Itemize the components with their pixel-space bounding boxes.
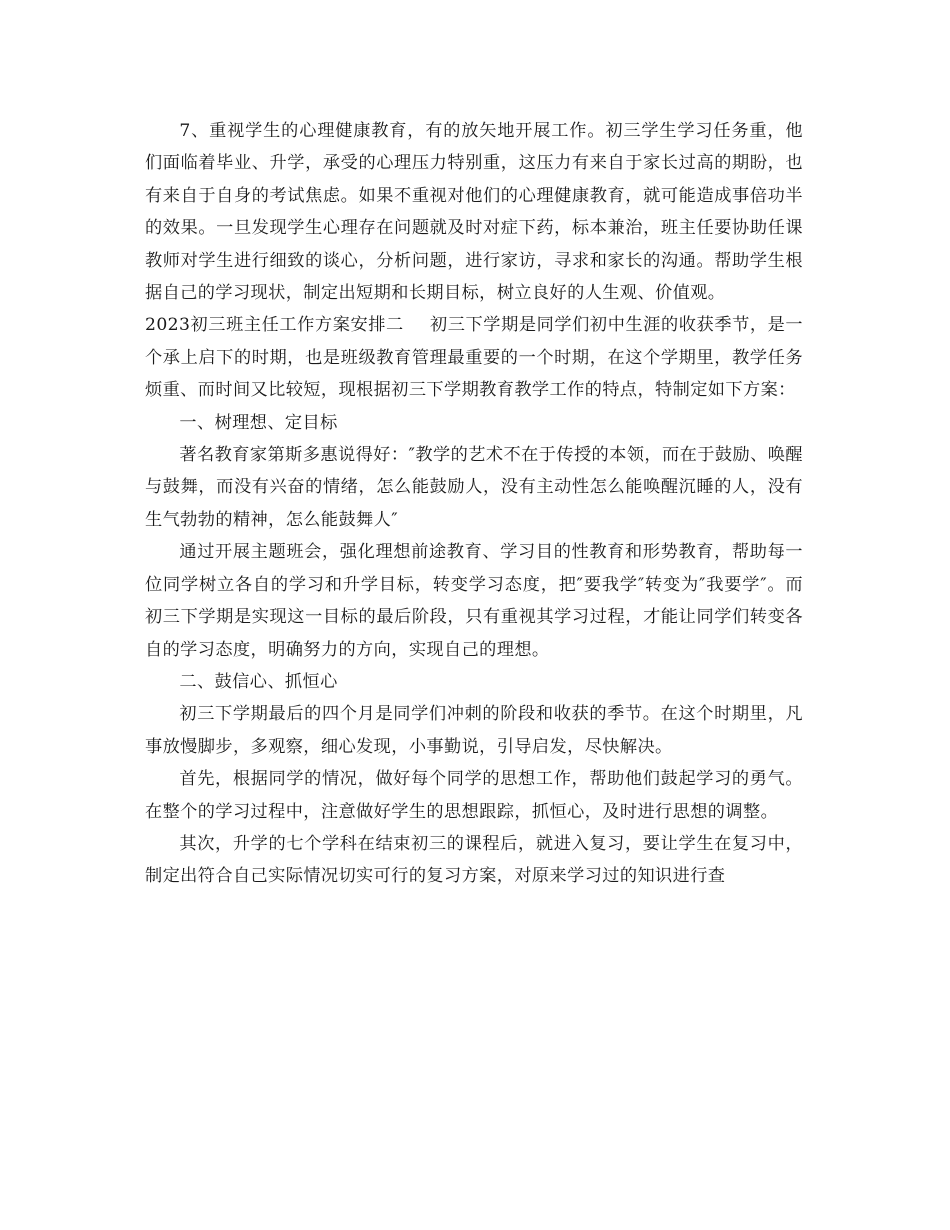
paragraph: 首先，根据同学的情况，做好每个同学的思想工作，帮助他们鼓起学习的勇气。在整个的学习过程中，注意做好学生的思想跟踪，抓恒心，及时进行思想的调整。 xyxy=(145,769,803,822)
section-title: 二、鼓信心、抓恒心 xyxy=(179,671,338,692)
paragraph: 通过开展主题班会，强化理想前途教育、学习目的性教育和形势教育，帮助每一位同学树立各自的学习和升学目标，转变学习态度，把″要我学″转变为″我要学″。而初三下学期是实现这一目标的最后阶段，只有重视其学习过程，才能让同学们转变各自的学习态度，明确努力的方向，实现自己的理想。 xyxy=(145,542,803,660)
document-body xyxy=(145,115,803,893)
paragraph: 7、重视学生的心理健康教育，有的放矢地开展工作。初三学生学习任务重，他们面临着毕业、升学，承受的心理压力特别重，这压力有来自于家长过高的期盼，也有来自于自身的考试焦虑。如果不重视对他们的心理健康教育，就可能造成事倍功半的效果。一旦发现学生心理存在问题就及时对症下药，标本兼治，班主任要协助任课教师对学生进行细致的谈心，分析问题，进行家访，寻求和家长的沟通。帮助学生根据自己的学习现状，制定出短期和长期目标，树立良好的人生观、价值观。 xyxy=(145,121,803,304)
paragraph-text: 初三下学期是同学们初中生涯的收获季节，是一个承上启下的时期，也是班级教育管理最重要的一个时期，在这个学期里，教学任务烦重、而时间又比较短，现根据初三下学期教育教学工作的特点，特制定如下方案： xyxy=(145,315,803,401)
paragraph: 著名教育家第斯多惠说得好：″教学的艺术不在于传授的本领，而在于鼓励、唤醒与鼓舞，而没有兴奋的情绪，怎么能鼓励人，没有主动性怎么能唤醒沉睡的人，没有生气勃勃的精神，怎么能鼓舞人″ xyxy=(145,445,803,530)
section-title: 一、树理想、定目标 xyxy=(179,412,338,433)
paragraph: 其次，升学的七个学科在结束初三的课程后，就进入复习，要让学生在复习中，制定出符合自己实际情况切实可行的复习方案，对原来学习过的知识进行查 xyxy=(145,833,803,887)
paragraph: 初三下学期最后的四个月是同学们冲刺的阶段和收获的季节。在这个时期里，凡事放慢脚步，多观察，细心发现，小事勤说，引导启发，尽快解决。 xyxy=(145,704,803,757)
paragraph xyxy=(145,309,803,406)
section-heading: 2023初三班主任工作方案安排二 xyxy=(145,315,404,336)
